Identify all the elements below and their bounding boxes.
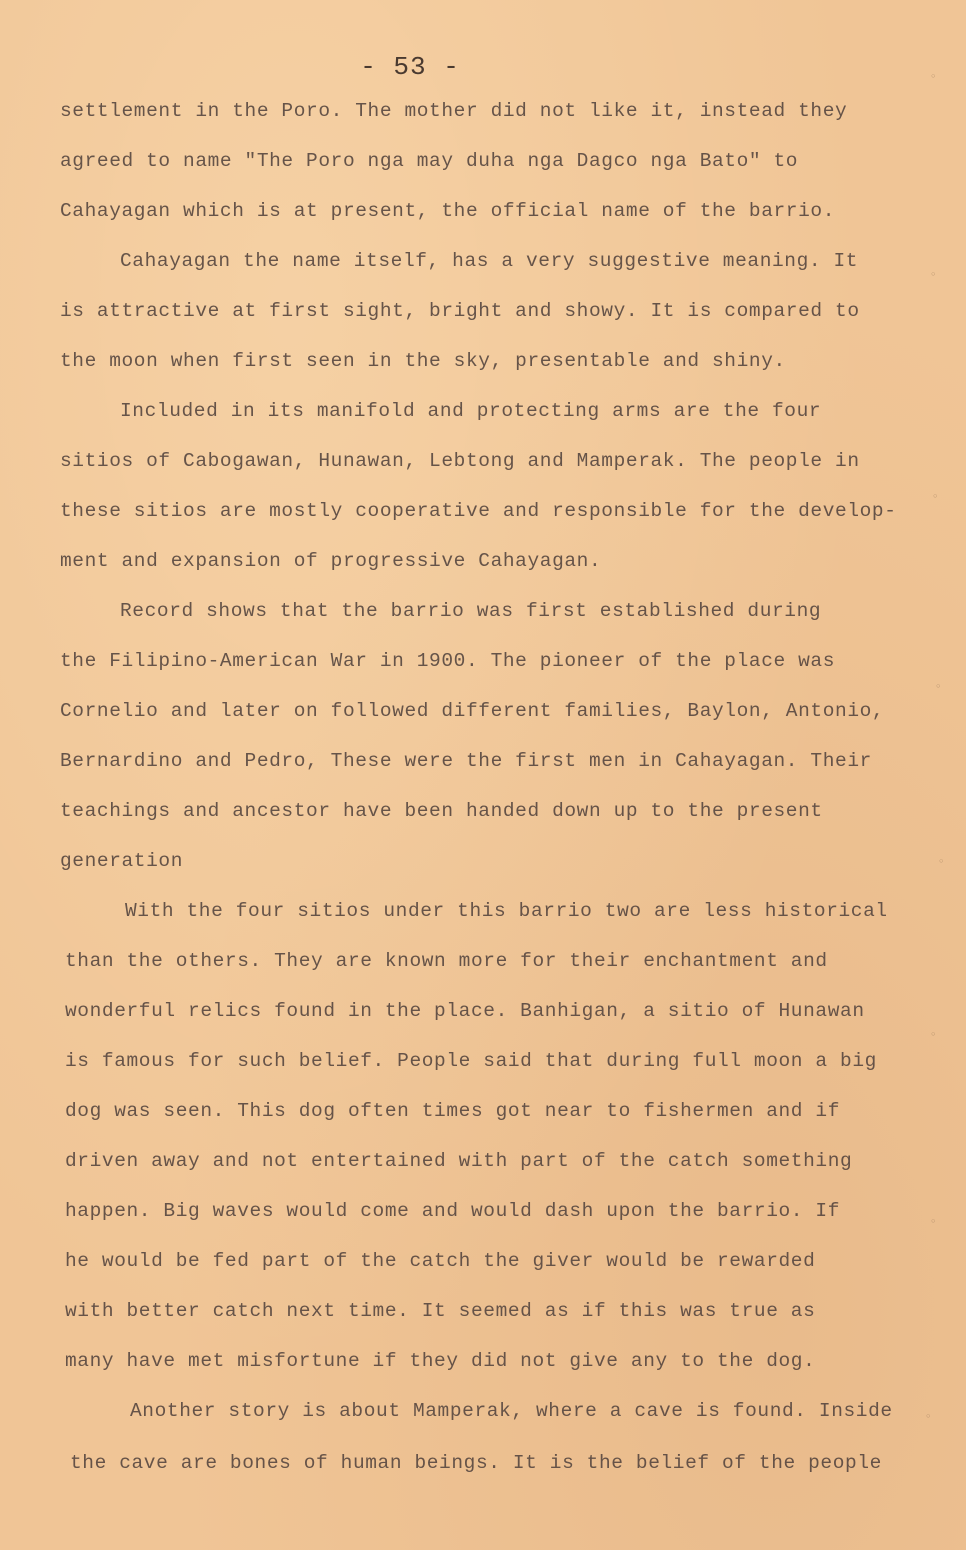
text-line: Another story is about Mamperak, where a cave is found. Inside xyxy=(130,1400,893,1422)
margin-mark: ◦ xyxy=(930,1028,937,1041)
text-line: he would be fed part of the catch the giver would be rewarded xyxy=(65,1250,816,1272)
text-line: With the four sitios under this barrio two are less historical xyxy=(125,900,888,922)
text-line: settlement in the Poro. The mother did not like it, instead they xyxy=(60,100,848,122)
text-line: happen. Big waves would come and would dash upon the barrio. If xyxy=(65,1200,841,1222)
margin-mark: ◦ xyxy=(932,490,939,503)
text-line: generation xyxy=(60,850,184,872)
margin-mark: ◦ xyxy=(930,1215,937,1228)
margin-mark: ◦ xyxy=(925,1410,932,1423)
text-line: dog was seen. This dog often times got near to fishermen and if xyxy=(65,1100,841,1122)
margin-mark: ◦ xyxy=(930,268,937,281)
text-line: the moon when first seen in the sky, presentable and shiny. xyxy=(60,350,786,372)
text-line: wonderful relics found in the place. Banhigan, a sitio of Hunawan xyxy=(65,1000,865,1022)
text-line: ment and expansion of progressive Cahayagan. xyxy=(60,550,602,572)
page-number: - 53 - xyxy=(360,52,460,82)
text-line: agreed to name "The Poro nga may duha nga Dagco nga Bato" to xyxy=(60,150,799,172)
text-line: Cahayagan the name itself, has a very suggestive meaning. It xyxy=(120,250,859,272)
text-line: Included in its manifold and protecting arms are the four xyxy=(120,400,822,422)
text-line: than the others. They are known more for their enchantment and xyxy=(65,950,828,972)
margin-mark: ◦ xyxy=(938,855,945,868)
text-line: driven away and not entertained with part of the catch something xyxy=(65,1150,853,1172)
text-line: is attractive at first sight, bright and showy. It is compared to xyxy=(60,300,860,322)
text-line: teachings and ancestor have been handed down up to the present xyxy=(60,800,823,822)
text-line: the Filipino-American War in 1900. The pioneer of the place was xyxy=(60,650,836,672)
text-line: is famous for such belief. People said that during full moon a big xyxy=(65,1050,877,1072)
text-line: Cornelio and later on followed different families, Baylon, Antonio, xyxy=(60,700,885,722)
text-line: these sitios are mostly cooperative and responsible for the develop- xyxy=(60,500,897,522)
text-line: Record shows that the barrio was first established during xyxy=(120,600,822,622)
text-line: Cahayagan which is at present, the official name of the barrio. xyxy=(60,200,836,222)
margin-mark: ◦ xyxy=(930,70,937,83)
text-line: many have met misfortune if they did not give any to the dog. xyxy=(65,1350,816,1372)
text-line: Bernardino and Pedro, These were the first men in Cahayagan. Their xyxy=(60,750,872,772)
text-line: sitios of Cabogawan, Hunawan, Lebtong and Mamperak. The people in xyxy=(60,450,860,472)
text-line: the cave are bones of human beings. It is the belief of the people xyxy=(70,1452,882,1474)
text-line: with better catch next time. It seemed as if this was true as xyxy=(65,1300,816,1322)
margin-mark: ◦ xyxy=(935,680,942,693)
